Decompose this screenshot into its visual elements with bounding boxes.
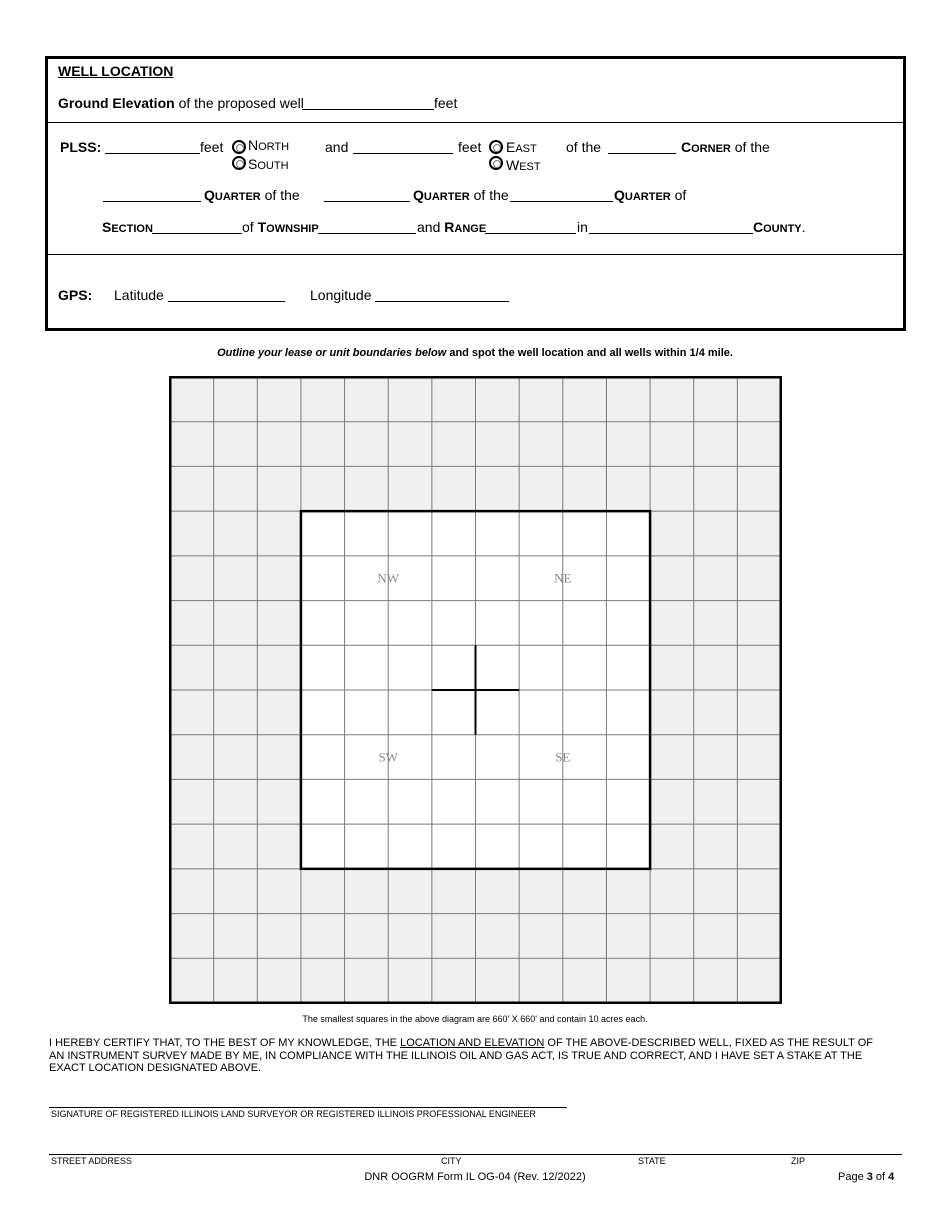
diagram-instructions: Outline your lease or unit boundaries below and spot the well location and all wells within 1/4 mile.: [217, 347, 733, 359]
form-id: DNR OOGRM Form IL OG-04 (Rev. 12/2022): [364, 1171, 586, 1183]
well-location-box: [45, 56, 906, 331]
quadrant-label-nw: NW: [377, 570, 400, 586]
city-label: CITY: [441, 1156, 462, 1166]
ground-elevation-field[interactable]: [302, 109, 434, 110]
section-field[interactable]: [152, 233, 242, 234]
section-title: WELL LOCATION: [58, 63, 174, 79]
gps-label: GPS:: [58, 287, 93, 303]
south-label: SOUTH: [248, 156, 289, 172]
east-label: EAST: [506, 139, 537, 155]
longitude-field[interactable]: [375, 301, 509, 302]
page-number: Page 3 of 4: [838, 1171, 895, 1183]
quarter-1-field[interactable]: [103, 201, 201, 202]
corner-label: CORNER of the: [681, 139, 770, 155]
quarter-2-label: QUARTER of the: [413, 187, 509, 203]
address-line[interactable]: [49, 1154, 902, 1155]
signature-line[interactable]: [49, 1107, 567, 1108]
south-radio[interactable]: [232, 156, 246, 170]
quarter-3-field[interactable]: [510, 201, 613, 202]
ground-elevation-feet: feet: [434, 95, 458, 111]
plss-feet-1: feet: [200, 139, 224, 155]
range-label: and RANGE: [417, 219, 487, 235]
township-label: of TOWNSHIP: [242, 219, 319, 235]
north-label: NORTH: [248, 137, 290, 153]
section-grid[interactable]: [169, 376, 782, 1004]
divider: [48, 254, 903, 255]
divider: [48, 122, 903, 123]
quarter-1-label: QUARTER of the: [204, 187, 300, 203]
certification-text: I HEREBY CERTIFY THAT, TO THE BEST OF MY KNOWLEDGE, THE LOCATION AND ELEVATION OF THE ABOVE-DESCRIBED WELL, FIXED AS THE RESULT OF AN INSTRUMENT SURVEY MADE BY ME, IN COMPLIANCE WITH THE ILLINOIS OIL AND GAS ACT, IS TRUE AND CORRECT, AND I HAVE SET A STAKE AT THE EXACT LOCATION DESIGNATED ABOVE.: [49, 1037, 873, 1074]
diagram-footnote: The smallest squares in the above diagram are 660' X 660' and contain 10 acres each.: [302, 1014, 648, 1024]
corner-field[interactable]: [608, 153, 676, 154]
quadrant-label-se: SE: [555, 749, 571, 765]
state-label: STATE: [638, 1156, 666, 1166]
latitude-field[interactable]: [168, 301, 285, 302]
north-radio[interactable]: [232, 140, 246, 154]
street-address-label: STREET ADDRESS: [51, 1156, 132, 1166]
quarter-2-field[interactable]: [324, 201, 410, 202]
signature-label: SIGNATURE OF REGISTERED ILLINOIS LAND SURVEYOR OR REGISTERED ILLINOIS PROFESSIONAL ENGINEER: [51, 1109, 536, 1119]
quadrant-label-ne: NE: [554, 570, 572, 586]
plss-ew-feet-field[interactable]: [353, 153, 453, 154]
west-label: WEST: [506, 157, 541, 173]
section-label: SECTION: [102, 219, 153, 235]
plss-feet-2: feet: [458, 139, 482, 155]
plss-and: and: [325, 139, 349, 155]
west-radio[interactable]: [489, 156, 503, 170]
county-field[interactable]: [589, 233, 753, 234]
ground-elevation-label: Ground Elevation of the proposed well: [58, 95, 304, 111]
township-field[interactable]: [318, 233, 416, 234]
longitude-label: Longitude: [310, 287, 372, 303]
county-label: COUNTY.: [753, 219, 806, 235]
plss-of-the: of the: [566, 139, 602, 155]
quadrant-label-sw: SW: [378, 749, 398, 765]
quarter-3-label: QUARTER of: [614, 187, 687, 203]
in-label: in: [577, 219, 588, 235]
east-radio[interactable]: [489, 140, 503, 154]
plss-ns-feet-field[interactable]: [105, 153, 200, 154]
section-diagram[interactable]: [169, 376, 782, 1004]
range-field[interactable]: [485, 233, 576, 234]
zip-label: ZIP: [791, 1156, 806, 1166]
plss-label: PLSS:: [60, 139, 102, 155]
latitude-label: Latitude: [114, 287, 164, 303]
